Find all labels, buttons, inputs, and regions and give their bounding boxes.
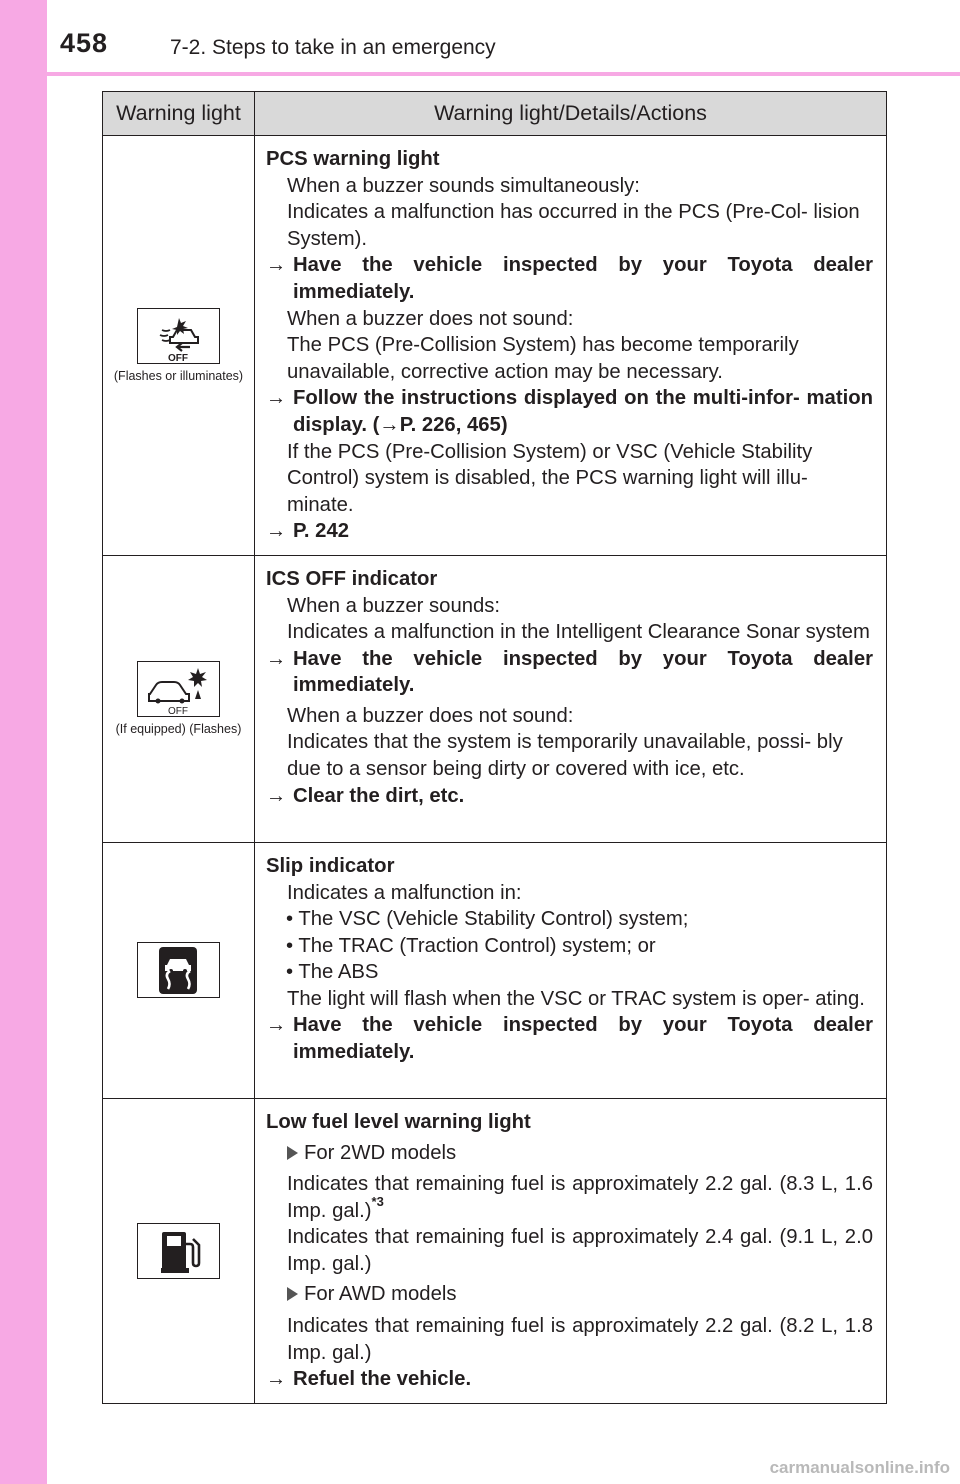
arrow-icon: → [266,1014,287,1037]
arrow-icon: → [266,254,287,277]
details-cell [255,842,887,1098]
ics-off-indicator-icon [137,661,220,717]
fuel-pump-icon [137,1223,220,1279]
condition-text: When a buzzer does not sound: [287,704,574,727]
arrow-icon: → [266,784,287,807]
row-title: Slip indicator [266,854,395,877]
action-item: → Clear the dirt, etc. [266,783,873,810]
table-row [103,1098,887,1403]
description-text: The PCS (Pre-Collision System) has become temporarily unavailable, corrective action may be necessary. [287,334,799,383]
model-heading: For AWD models [266,1281,873,1308]
svg-text:OFF: OFF [168,352,188,363]
table-row [103,136,887,556]
arrow-icon: → [379,413,400,436]
table-header-row [103,92,887,136]
description-text: Indicates a malfunction in the Intelligent Clearance Sonar system [287,621,870,644]
description-text: Indicates a malfunction has occurred in the PCS (Pre-Col- lision System). [287,201,860,250]
page-number: 458 [60,28,109,58]
table-row [103,555,887,842]
condition-text: When a buzzer sounds: [287,594,501,617]
details-cell [255,555,887,842]
icon-cell [103,136,255,556]
icon-caption: (If equipped) (Flashes) [115,722,242,737]
column-header-warning-light: Warning light [103,92,255,136]
action-item: → Follow the instructions displayed on the multi-infor- mation display. (→P. 226, 465) [266,385,873,438]
list-item: • The VSC (Vehicle Stability Control) system; [286,908,689,931]
icon-cell [103,1098,255,1403]
side-color-band [0,0,47,1484]
arrow-icon: → [266,1368,287,1391]
list-item: • The ABS [286,961,379,984]
action-item [266,518,873,545]
list-item: • The TRAC (Traction Control) system; or [286,934,656,957]
row-title: ICS OFF indicator [266,567,438,590]
description-text: Indicates that the system is temporarily unavailable, possi- bly due to a sensor being dirty or covered with ice, etc. [287,731,843,781]
details-cell [255,136,887,556]
icon-caption: (Flashes or illuminates) [113,368,244,383]
table-row [103,842,887,1098]
description-text: Indicates that remaining fuel is approximately 2.4 gal. (9.1 L, 2.0 Imp. gal.) [287,1226,873,1275]
header-rule [47,72,960,76]
arrow-icon: → [266,647,287,670]
action-item: → Have the vehicle inspected by your Toyota dealer immediately. [266,252,873,305]
description-text: Indicates that remaining fuel is approximately 2.2 gal. (8.2 L, 1.8 Imp. gal.) [287,1315,873,1364]
description-text: The light will flash when the VSC or TRAC system is oper- ating. [287,987,865,1010]
condition-text: When a buzzer sounds simultaneously: [287,174,640,197]
slip-indicator-icon [137,942,220,998]
icon-cell [103,555,255,842]
section-title: 7-2. Steps to take in an emergency [170,36,496,59]
watermark: carmanualsonline.info [769,1458,950,1477]
arrow-icon: → [266,387,287,410]
svg-text:OFF: OFF [168,706,188,717]
row-title: Low fuel level warning light [266,1110,531,1133]
triangle-bullet-icon [287,1287,298,1301]
column-header-details-actions: Warning light/Details/Actions [255,92,887,136]
row-title: PCS warning light [266,148,440,170]
details-cell [255,1098,887,1403]
description-text: Indicates a malfunction in: [287,881,522,904]
page-reference-link[interactable]: P. 226, 465) [399,413,508,436]
description-text: If the PCS (Pre-Collision System) or VSC (Vehicle Stability Control) system is disabled, the PCS warning light will illu- minate. [287,440,813,516]
icon-cell [103,842,255,1098]
page-reference-link[interactable]: P. 242 [293,520,350,543]
condition-text: When a buzzer does not sound: [287,307,574,330]
action-item: → Have the vehicle inspected by your Toyota dealer immediately. [266,1012,873,1065]
model-heading: For 2WD models [266,1140,873,1167]
footnote-marker: *3 [371,1193,384,1209]
warning-light-table [102,91,887,1404]
action-item: → Have the vehicle inspected by your Toyota dealer immediately. [266,646,873,699]
pcs-warning-off-icon [137,308,220,364]
action-item: → Refuel the vehicle. [266,1366,873,1393]
triangle-bullet-icon [287,1146,298,1160]
description-text: Indicates that remaining fuel is approximately 2.2 gal. (8.3 L, 1.6 Imp. gal.)$^{*3}$ [287,1173,873,1222]
arrow-icon: → [266,520,287,543]
